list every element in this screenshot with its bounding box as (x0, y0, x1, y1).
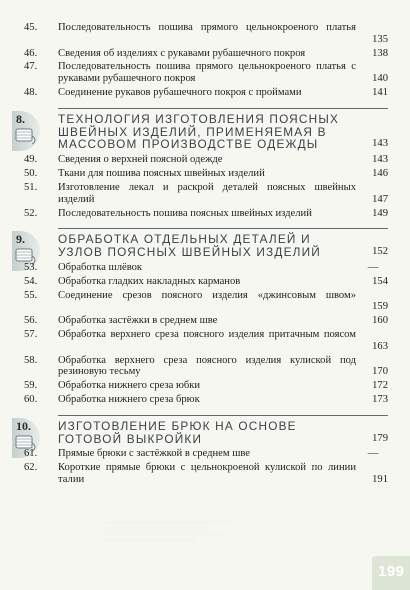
entry-page: 135 (372, 33, 388, 45)
entry-title: Прямые брюки с застёжкой в среднем шве (58, 448, 250, 460)
dot-leader (203, 380, 239, 388)
entry-title-wrap (58, 182, 356, 205)
entry-page: 160 (372, 315, 388, 327)
dot-leader (198, 73, 234, 81)
toc-entry (12, 262, 388, 274)
entry-title: Короткие прямые брюки с цельнокроеной кулиской по линии талии (58, 462, 356, 486)
entry-page: — (367, 448, 379, 460)
entry-title-wrap (58, 61, 356, 84)
toc-entry (12, 154, 388, 166)
chapter-rule (58, 415, 388, 416)
page-number-badge (372, 556, 410, 590)
toc-entry (12, 48, 388, 60)
entry-title: Обработка нижнего среза юбки (58, 380, 201, 392)
entry-number: 50. (24, 168, 38, 180)
entry-title: Соединение рукавов рубашечного покроя с проймами (58, 87, 302, 99)
entry-title: Последовательность пошива прямого цельнокроеного платья (58, 22, 356, 33)
entry-title: Обработка верхнего среза поясного изделия притачным поясом (58, 329, 356, 341)
entry-page: 191 (372, 474, 388, 486)
entry-page: 147 (372, 193, 388, 205)
dot-leader (87, 474, 123, 482)
entry-title-wrap (58, 394, 356, 406)
entry-number: 62. (24, 462, 38, 474)
entry-number: 48. (24, 87, 38, 99)
entry-number: 52. (24, 207, 38, 219)
entry-number: 47. (24, 61, 38, 73)
entry-number: 58. (24, 354, 38, 366)
dot-leader (253, 448, 289, 456)
entry-number: 45. (24, 22, 38, 33)
entry-title-wrap (58, 315, 356, 327)
toc-entry (12, 182, 388, 205)
entry-number: 54. (24, 275, 38, 287)
entry-title-wrap (58, 355, 356, 378)
dot-leader (315, 208, 351, 216)
entry-number: 46. (24, 47, 38, 59)
chapter-heading (12, 415, 388, 446)
entry-title-wrap (58, 208, 356, 220)
dot-leader (61, 341, 97, 349)
entry-page: 163 (372, 340, 388, 352)
entry-page: 170 (372, 366, 388, 378)
toc-entry (12, 276, 388, 288)
dot-leader (144, 366, 180, 374)
show-through-text: ░░░░░░░░░░░░░░░░░░░░░░░░░░░░░░░░░░░░░░░░ ░░░░░░░░░░░░░░░░░░░░░░░░░░░░░░░░░ ░░░░░░░░░░░░░░░░░░░░░░░░░░░░░░░░░░░░░ ░░░░░░░░░░░░░░░░░░░░░░░░░░░░░ (105, 520, 233, 543)
entry-title-wrap (58, 22, 356, 45)
dot-leader (305, 87, 341, 95)
entry-number: 55. (24, 289, 38, 301)
dot-leader (226, 154, 262, 162)
entry-title: Последовательность пошива поясных швейных изделий (58, 207, 312, 219)
chapter-heading (12, 228, 388, 259)
chapter-page: 179 (372, 432, 388, 444)
dot-leader (203, 394, 239, 402)
chapter-page: 152 (372, 246, 388, 258)
dot-leader (243, 276, 279, 284)
entry-title-wrap (58, 168, 356, 180)
chapter-rule (58, 108, 388, 109)
chapter-title: ТЕХНОЛОГИЯ ИЗГОТОВЛЕНИЯ ПОЯСНЫХ ШВЕЙНЫХ ИЗДЕЛИЙ, ПРИМЕНЯЕМАЯ В МАССОВОМ ПРОИЗВОДСТВЕ ОДЕЖДЫ (58, 111, 340, 152)
table-of-contents (12, 22, 388, 488)
thread-spool-icon (13, 126, 37, 146)
dot-leader (268, 168, 304, 176)
toc-entry (12, 394, 388, 406)
entry-title: Сведения о верхней поясной одежде (58, 154, 223, 166)
toc-entry (12, 380, 388, 392)
entry-number: 51. (24, 181, 38, 193)
dot-leader (61, 34, 97, 42)
toc-entry (12, 61, 388, 84)
entry-number: 60. (24, 394, 38, 406)
entry-title-wrap (58, 276, 356, 288)
entry-title-wrap (58, 448, 356, 460)
entry-title: Соединение срезов поясного изделия «джинсовым швом» (58, 289, 356, 301)
dot-leader (145, 262, 181, 270)
chapter-number: 10. (16, 418, 31, 433)
toc-entry (12, 315, 388, 327)
dot-leader (308, 48, 344, 56)
entry-page: 154 (372, 275, 388, 287)
entry-page: 159 (372, 301, 388, 313)
entry-page: — (367, 261, 379, 273)
entry-page: 173 (372, 394, 388, 406)
toc-entry (12, 462, 388, 485)
entry-title-wrap (58, 262, 356, 274)
chapter-page: 143 (372, 138, 388, 150)
toc-entry (12, 355, 388, 378)
toc-entry (12, 290, 388, 313)
entry-title-wrap (58, 48, 356, 60)
entry-title: Обработка шлёвок (58, 261, 143, 273)
chapter-rule (58, 228, 388, 229)
entry-page: 149 (372, 207, 388, 219)
entry-number: 53. (24, 261, 38, 273)
entry-page: 138 (372, 47, 388, 59)
chapter-title: ИЗГОТОВЛЕНИЕ БРЮК НА ОСНОВЕ ГОТОВОЙ ВЫКРОЙКИ (58, 418, 297, 446)
entry-title: Ткани для пошива поясных швейных изделий (58, 168, 265, 180)
entry-title-wrap (58, 380, 356, 392)
entry-title: Изготовление лекал и раскрой деталей поясных швейных изделий (58, 181, 356, 205)
entry-page: 146 (372, 168, 388, 180)
entry-title: Обработка гладких накладных карманов (58, 275, 241, 287)
entry-number: 49. (24, 154, 38, 166)
entry-page: 172 (372, 380, 388, 392)
entry-page: 141 (372, 87, 388, 99)
chapter-number: 9. (16, 232, 25, 247)
entry-number: 59. (24, 380, 38, 392)
entry-title: Сведения об изделиях с рукавами рубашечного покроя (58, 47, 306, 59)
dot-leader (61, 301, 97, 309)
entry-title-wrap (58, 462, 356, 485)
entry-number: 57. (24, 329, 38, 341)
chapter-heading (12, 108, 388, 151)
toc-entry (12, 208, 388, 220)
toc-entry (12, 329, 388, 352)
entry-title-wrap (58, 154, 356, 166)
toc-entry (12, 22, 388, 45)
chapter-badge (12, 111, 40, 151)
entry-title-wrap (58, 329, 356, 352)
entry-page: 143 (372, 154, 388, 166)
toc-entry (12, 168, 388, 180)
entry-title: Обработка нижнего среза брюк (58, 394, 200, 406)
page-number: 199 (378, 563, 405, 580)
entry-title: Последовательность пошива прямого цельнокроеного платья с рукавами рубашечного покроя (58, 61, 356, 85)
toc-entry (12, 448, 388, 460)
chapter-title: ОБРАБОТКА ОТДЕЛЬНЫХ ДЕТАЛЕЙ И УЗЛОВ ПОЯСНЫХ ШВЕЙНЫХ ИЗДЕЛИЙ (58, 232, 321, 260)
chapter-number: 8. (16, 111, 25, 126)
toc-entry (12, 87, 388, 99)
entry-title: Обработка верхнего среза поясного изделия кулиской под резиновую тесьму (58, 354, 356, 378)
dot-leader (97, 194, 133, 202)
entry-title-wrap (58, 290, 356, 313)
entry-title-wrap (58, 87, 356, 99)
entry-number: 61. (24, 448, 38, 460)
entry-number: 56. (24, 315, 38, 327)
entry-page: 140 (372, 73, 388, 85)
entry-title: Обработка застёжки в среднем шве (58, 315, 218, 327)
dot-leader (220, 315, 256, 323)
